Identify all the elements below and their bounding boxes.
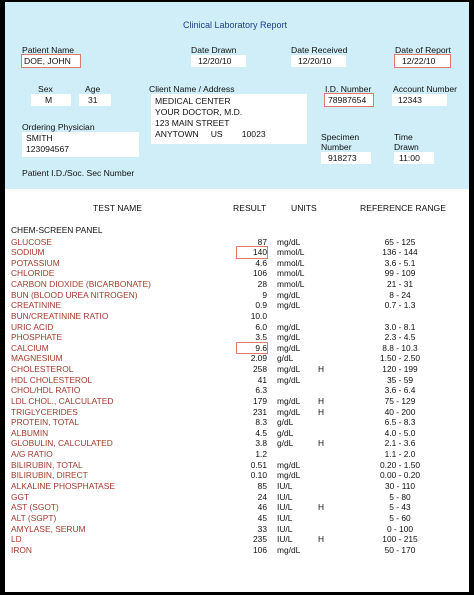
- reference-range-cell: 35 - 59: [386, 374, 414, 385]
- flag-cell: H: [318, 502, 325, 513]
- units-cell: IU/L: [277, 512, 293, 523]
- time-drawn-label-2: Drawn: [394, 142, 419, 152]
- date-drawn-label: Date Drawn: [191, 45, 237, 55]
- reference-range-cell: 6.5 - 8.3: [384, 417, 416, 428]
- account-number-box: [392, 94, 447, 106]
- table-row: [5, 290, 469, 301]
- id-number-label: I.D. Number: [325, 84, 372, 94]
- column-result: RESULT: [233, 203, 267, 213]
- table-row: [5, 237, 469, 248]
- result-cell: 140: [237, 247, 267, 258]
- table-row: [5, 481, 469, 492]
- units-cell: mmol/L: [277, 279, 305, 290]
- reference-range-cell: 0.7 - 1.3: [384, 300, 416, 311]
- test-name-cell: CHOLESTEROL: [11, 364, 74, 375]
- result-cell: 106: [253, 268, 267, 279]
- test-name-cell: BILIRUBIN, TOTAL: [11, 459, 83, 470]
- result-cell: 235: [253, 534, 267, 545]
- units-cell: IU/L: [277, 534, 293, 545]
- reference-range-cell: 75 - 129: [384, 395, 416, 406]
- table-row: [5, 534, 469, 545]
- units-cell: g/dL: [277, 427, 294, 438]
- test-name-cell: TRIGLYCERIDES: [11, 406, 78, 417]
- reference-range-cell: 2.1 - 3.6: [384, 438, 416, 449]
- table-row: [5, 513, 469, 524]
- table-row: [5, 364, 469, 375]
- result-cell: 0.9: [255, 300, 267, 311]
- units-cell: mg/dL: [277, 395, 301, 406]
- units-cell: g/dL: [277, 417, 294, 428]
- result-cell: 3.5: [255, 332, 267, 343]
- date-drawn-value: 12/20/10: [198, 56, 232, 66]
- reference-range-cell: 5 - 80: [389, 491, 411, 502]
- client-line-3: 123 MAIN STREET: [155, 118, 230, 128]
- reference-range-cell: 8.8 - 10.3: [382, 342, 418, 353]
- test-name-cell: PROTEIN, TOTAL: [11, 417, 79, 428]
- reference-range-cell: 65 - 125: [384, 236, 416, 247]
- test-name-cell: AMYLASE, SERUM: [11, 523, 86, 534]
- test-name-cell: PHOSPHATE: [11, 332, 63, 343]
- reference-range-cell: 30 - 110: [384, 480, 416, 491]
- date-received-box: [291, 55, 346, 67]
- table-row: [5, 449, 469, 460]
- client-line-4: ANYTOWN US 10023: [155, 129, 266, 139]
- date-drawn-box: [191, 55, 246, 67]
- flag-cell: H: [318, 534, 325, 545]
- test-name-cell: GLUCOSE: [11, 236, 52, 247]
- reference-range-cell: 2.3 - 4.5: [384, 332, 416, 343]
- table-row: [5, 407, 469, 418]
- lab-report: [5, 2, 469, 592]
- physician-label: Ordering Physician: [22, 122, 95, 132]
- sex-box: [31, 94, 71, 106]
- test-name-cell: SODIUM: [11, 247, 45, 258]
- table-row: [5, 524, 469, 535]
- units-cell: mmol/L: [277, 268, 305, 279]
- reference-range-cell: 50 - 170: [384, 544, 416, 555]
- test-name-cell: MAGNESIUM: [11, 353, 63, 364]
- specimen-number-value: 918273: [328, 153, 357, 163]
- test-name-cell: URIC ACID: [11, 321, 54, 332]
- result-cell: 9.6: [237, 343, 267, 354]
- test-name-cell: ALKALINE PHOSPHATASE: [11, 480, 115, 491]
- flag-cell: H: [318, 364, 325, 375]
- test-name-cell: IRON: [11, 544, 32, 555]
- reference-range-cell: 4.0 - 5.0: [384, 427, 416, 438]
- reference-range-cell: 3.6 - 6.4: [384, 385, 416, 396]
- client-line-2: YOUR DOCTOR, M.D.: [155, 107, 243, 117]
- physician-box: [22, 132, 139, 157]
- table-row: [5, 300, 469, 311]
- result-cell: 10.0: [250, 310, 267, 321]
- age-value: 31: [88, 95, 98, 105]
- result-cell: 179: [253, 395, 267, 406]
- test-name-cell: POTASSIUM: [11, 257, 60, 268]
- units-cell: mg/dL: [277, 459, 301, 470]
- result-cell: 9: [262, 289, 267, 300]
- table-row: [5, 322, 469, 333]
- test-name-cell: CALCIUM: [11, 342, 49, 353]
- units-cell: IU/L: [277, 502, 293, 513]
- units-cell: IU/L: [277, 480, 293, 491]
- age-label: Age: [85, 84, 101, 94]
- patient-id-label: Patient I.D./Soc. Sec Number: [22, 168, 135, 178]
- result-cell: 6.0: [255, 321, 267, 332]
- units-cell: mmol/L: [277, 257, 305, 268]
- sex-label: Sex: [38, 84, 53, 94]
- test-name-cell: ALT (SGPT): [11, 512, 57, 523]
- column-reference-range: REFERENCE RANGE: [360, 203, 446, 213]
- time-drawn-value: 11:00: [399, 153, 420, 163]
- id-number-box: [325, 94, 373, 106]
- sex-value: M: [45, 95, 53, 105]
- date-received-label: Date Received: [291, 45, 348, 55]
- test-name-cell: AST (SGOT): [11, 502, 59, 513]
- result-cell: 28: [257, 279, 267, 290]
- date-of-report-box: [395, 55, 450, 67]
- result-cell: 87: [257, 236, 267, 247]
- units-cell: mg/dL: [277, 342, 301, 353]
- reference-range-cell: 136 - 144: [382, 247, 418, 258]
- table-row: [5, 396, 469, 407]
- units-cell: mmol/L: [277, 247, 305, 258]
- units-cell: mg/dL: [277, 300, 301, 311]
- account-number-label: Account Number: [393, 84, 458, 94]
- result-cell: 1.2: [255, 449, 267, 460]
- table-row: [5, 460, 469, 471]
- table-row: [5, 545, 469, 556]
- reference-range-cell: 40 - 200: [384, 406, 416, 417]
- column-test-name: TEST NAME: [93, 203, 143, 213]
- reference-range-cell: 100 - 215: [382, 534, 418, 545]
- report-header-panel: [5, 2, 469, 189]
- table-row: [5, 470, 469, 481]
- time-drawn-label-1: Time: [394, 132, 413, 142]
- result-cell: 106: [253, 544, 267, 555]
- table-row: [5, 438, 469, 449]
- id-number-value: 78987654: [328, 95, 367, 105]
- units-cell: mg/dL: [277, 544, 301, 555]
- units-cell: mg/dL: [277, 321, 301, 332]
- reference-range-cell: 5 - 43: [389, 502, 411, 513]
- test-name-cell: GGT: [11, 491, 30, 502]
- test-name-cell: GLOBULIN, CALCULATED: [11, 438, 113, 449]
- date-received-value: 12/20/10: [298, 56, 332, 66]
- test-name-cell: CHOL/HDL RATIO: [11, 385, 81, 396]
- result-cell: 258: [253, 364, 267, 375]
- reference-range-cell: 1.50 - 2.50: [379, 353, 421, 364]
- panel-title: CHEM-SCREEN PANEL: [11, 225, 103, 235]
- test-name-cell: LDL CHOL., CALCULATED: [11, 395, 114, 406]
- result-cell: 6.3: [255, 385, 267, 396]
- test-name-cell: BILIRUBIN, DIRECT: [11, 470, 88, 481]
- units-cell: g/dL: [277, 353, 294, 364]
- table-row: [5, 343, 469, 354]
- test-name-cell: BUN (BLOOD UREA NITROGEN): [11, 289, 138, 300]
- units-cell: mg/dL: [277, 332, 301, 343]
- result-cell: 8.3: [255, 417, 267, 428]
- table-row: [5, 417, 469, 428]
- units-cell: IU/L: [277, 523, 293, 534]
- age-box: [79, 94, 111, 106]
- physician-name: SMITH: [26, 133, 53, 143]
- reference-range-cell: 0 - 100: [386, 523, 414, 534]
- reference-range-cell: 0.00 - 0.20: [379, 470, 421, 481]
- patient-name-value: DOE, JOHN: [24, 56, 71, 66]
- units-cell: mg/dL: [277, 289, 301, 300]
- test-name-cell: CHLORIDE: [11, 268, 55, 279]
- result-cell: 231: [253, 406, 267, 417]
- test-name-cell: A/G RATIO: [11, 449, 53, 460]
- result-cell: 45: [257, 512, 267, 523]
- specimen-number-box: [321, 152, 371, 164]
- test-name-cell: CARBON DIOXIDE (BICARBONATE): [11, 279, 151, 290]
- column-units: UNITS: [291, 203, 317, 213]
- table-row: [5, 428, 469, 439]
- result-cell: 85: [257, 480, 267, 491]
- table-row: [5, 279, 469, 290]
- result-cell: 33: [257, 523, 267, 534]
- client-address-box: [151, 94, 307, 144]
- reference-range-cell: 99 - 109: [384, 268, 416, 279]
- reference-range-cell: 8 - 24: [389, 289, 411, 300]
- reference-range-cell: 21 - 31: [386, 279, 414, 290]
- result-cell: 2.09: [250, 353, 267, 364]
- client-line-1: MEDICAL CENTER: [155, 96, 231, 106]
- test-name-cell: HDL CHOLESTEROL: [11, 374, 93, 385]
- result-cell: 0.51: [250, 459, 267, 470]
- patient-name-box: [22, 55, 80, 67]
- specimen-label-2: Number: [321, 142, 352, 152]
- units-cell: mg/dL: [277, 470, 301, 481]
- report-title: Clinical Laboratory Report: [183, 20, 288, 30]
- table-row: [5, 492, 469, 503]
- time-drawn-box: [394, 152, 434, 164]
- units-cell: mg/dL: [277, 374, 301, 385]
- units-cell: mg/dL: [277, 364, 301, 375]
- units-cell: mg/dL: [277, 406, 301, 417]
- result-cell: 3.8: [255, 438, 267, 449]
- reference-range-cell: 5 - 60: [389, 512, 411, 523]
- table-row: [5, 311, 469, 322]
- result-cell: 41: [257, 374, 267, 385]
- client-label: Client Name / Address: [149, 84, 235, 94]
- specimen-label-1: Specimen: [321, 132, 360, 142]
- table-row: [5, 502, 469, 513]
- units-cell: g/dL: [277, 438, 294, 449]
- result-cell: 0.10: [250, 470, 267, 481]
- flag-cell: H: [318, 406, 325, 417]
- reference-range-cell: 3.0 - 8.1: [384, 321, 416, 332]
- table-row: [5, 258, 469, 269]
- physician-id: 123094567: [26, 144, 70, 154]
- test-name-cell: CREATININE: [11, 300, 62, 311]
- table-row: [5, 375, 469, 386]
- table-row: [5, 247, 469, 258]
- table-row: [5, 353, 469, 364]
- date-of-report-label: Date of Report: [395, 45, 451, 55]
- reference-range-cell: 3.6 - 5.1: [384, 257, 416, 268]
- test-name-cell: ALBUMIN: [11, 427, 49, 438]
- table-row: [5, 385, 469, 396]
- result-cell: 24: [257, 491, 267, 502]
- date-of-report-value: 12/22/10: [402, 56, 436, 66]
- table-row: [5, 332, 469, 343]
- result-cell: 4.6: [255, 257, 267, 268]
- test-name-cell: BUN/CREATININE RATIO: [11, 310, 109, 321]
- table-row: [5, 268, 469, 279]
- reference-range-cell: 120 - 199: [382, 364, 418, 375]
- result-cell: 4.5: [255, 427, 267, 438]
- units-cell: mg/dL: [277, 236, 301, 247]
- units-cell: IU/L: [277, 491, 293, 502]
- account-number-value: 12343: [398, 95, 422, 105]
- reference-range-cell: 1.1 - 2.0: [384, 449, 416, 460]
- reference-range-cell: 0.20 - 1.50: [379, 459, 421, 470]
- result-cell: 46: [257, 502, 267, 513]
- test-name-cell: LD: [11, 534, 22, 545]
- flag-cell: H: [318, 395, 325, 406]
- flag-cell: H: [318, 438, 325, 449]
- patient-name-label: Patient Name: [22, 45, 75, 55]
